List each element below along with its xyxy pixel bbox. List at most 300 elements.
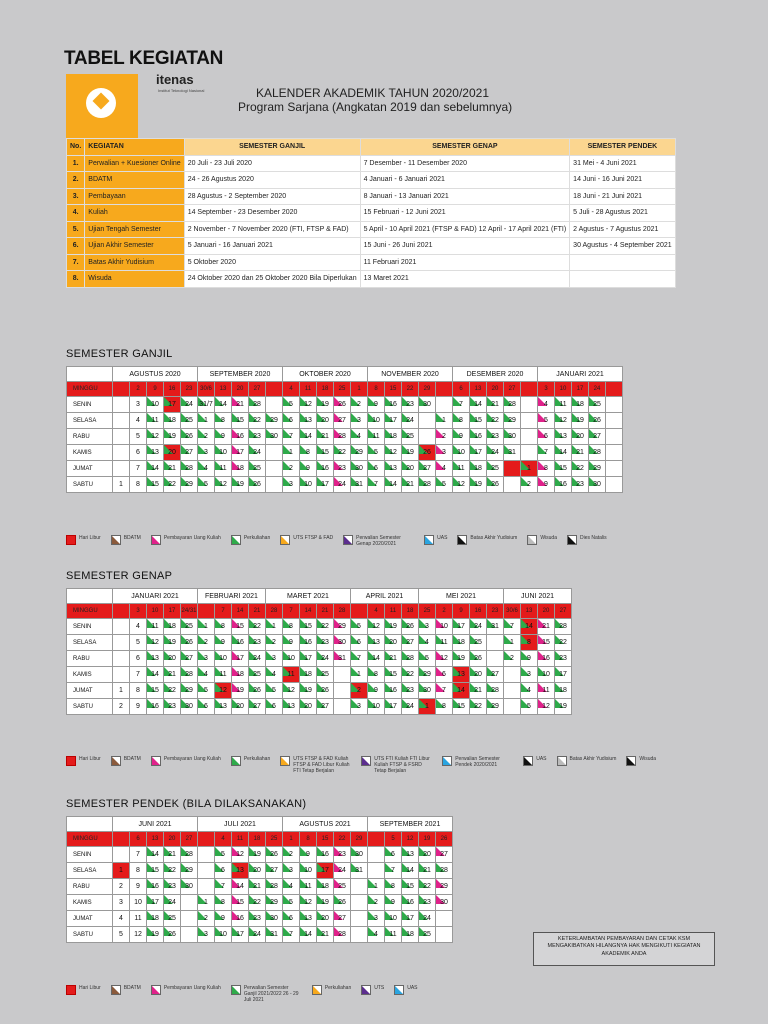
date-number: 22 [168, 481, 176, 488]
date-cell [181, 911, 198, 927]
date-number: 23 [253, 433, 261, 440]
date-number: 31 [355, 481, 363, 488]
date-number: 19 [576, 417, 584, 424]
date-number: 24 [321, 655, 329, 662]
date-number: 9 [391, 899, 395, 906]
date-number: 6 [136, 655, 140, 662]
date-number: 19 [236, 481, 244, 488]
date-number: 21 [389, 655, 397, 662]
date-number: 15 [236, 623, 244, 630]
date-number: 31 [270, 931, 278, 938]
date-cell [300, 651, 317, 667]
minggu-cell: 20 [232, 382, 249, 397]
date-number: 18 [236, 465, 244, 472]
date-number: 2 [119, 883, 123, 890]
date-number: 2 [510, 655, 514, 662]
date-number: 31 [355, 867, 363, 874]
date-number: 2 [119, 703, 123, 710]
legend-swatch-icon [111, 756, 121, 766]
date-number: 10 [219, 931, 227, 938]
legend-label: UAS [407, 985, 418, 991]
minggu-cell [198, 832, 215, 847]
date-cell [487, 635, 504, 651]
date-cell [164, 683, 181, 699]
month-label: SEPTEMBER 2020 [198, 367, 283, 382]
minggu-cell: 20 [487, 382, 504, 397]
date-cell [453, 461, 470, 477]
date-cell [113, 683, 130, 699]
date-number: 29 [185, 867, 193, 874]
activity-cell-keg: Batas Akhir Yudisium [85, 254, 184, 271]
legend-triangle-icon [313, 986, 321, 994]
legend-item [523, 756, 546, 766]
date-number: 5 [204, 481, 208, 488]
date-number: 26 [253, 687, 261, 694]
day-row [67, 429, 623, 445]
activity-cell-pendek: 18 Juni - 21 Juni 2021 [570, 188, 675, 205]
date-number: 18 [406, 931, 414, 938]
date-cell [317, 429, 334, 445]
date-number: 9 [374, 401, 378, 408]
date-number: 10 [542, 671, 550, 678]
date-cell [521, 619, 538, 635]
date-cell [283, 667, 300, 683]
minggu-cell: 3 [130, 604, 147, 619]
date-cell [283, 863, 300, 879]
day-row [67, 927, 453, 943]
date-number: 9 [221, 433, 225, 440]
date-number: 9 [459, 433, 463, 440]
date-cell [470, 429, 487, 445]
date-number: 4 [442, 465, 446, 472]
date-cell [249, 895, 266, 911]
date-number: 15 [304, 623, 312, 630]
date-cell [436, 927, 453, 943]
date-cell [419, 863, 436, 879]
minggu-cell: 9 [147, 382, 164, 397]
date-number: 14 [559, 449, 567, 456]
date-cell [198, 397, 215, 413]
date-number: 29 [185, 481, 193, 488]
date-number: 25 [593, 401, 601, 408]
date-number: 30 [355, 851, 363, 858]
date-number: 15 [236, 899, 244, 906]
minggu-label: MINGGU [67, 382, 113, 397]
date-cell [147, 397, 164, 413]
date-cell [470, 477, 487, 493]
date-cell [130, 683, 147, 699]
legend-swatch-icon [151, 985, 161, 995]
date-number: 22 [253, 623, 261, 630]
legend-item [280, 535, 333, 545]
date-cell [300, 445, 317, 461]
date-cell [164, 863, 181, 879]
date-number: 20 [253, 867, 261, 874]
date-cell [351, 397, 368, 413]
date-cell [198, 461, 215, 477]
minggu-cell: 25 [419, 604, 436, 619]
date-number: 22 [423, 883, 431, 890]
activity-cell-pendek: 5 Juli - 28 Agustus 2021 [570, 205, 675, 222]
minggu-cell: 21 [317, 604, 334, 619]
date-number: 27 [253, 703, 261, 710]
date-cell [130, 461, 147, 477]
month-label: OKTOBER 2020 [283, 367, 368, 382]
day-name: SELASA [67, 863, 113, 879]
date-number: 1 [119, 687, 123, 694]
date-cell [300, 911, 317, 927]
date-cell [113, 429, 130, 445]
date-cell [232, 863, 249, 879]
date-cell [317, 477, 334, 493]
date-cell [419, 635, 436, 651]
day-row [67, 699, 572, 715]
date-number: 1 [289, 449, 293, 456]
date-number: 22 [321, 623, 329, 630]
date-number: 17 [304, 655, 312, 662]
date-number: 28 [185, 671, 193, 678]
date-number: 13 [287, 703, 295, 710]
date-cell [368, 635, 385, 651]
legend-item [457, 535, 517, 545]
date-cell [351, 477, 368, 493]
date-cell [130, 911, 147, 927]
minggu-cell: 16 [470, 604, 487, 619]
date-number: 5 [442, 481, 446, 488]
date-number: 21 [321, 433, 329, 440]
date-number: 22 [406, 671, 414, 678]
date-cell [266, 413, 283, 429]
date-number: 4 [289, 883, 293, 890]
legend-triangle-icon [152, 536, 160, 544]
date-number: 20 [389, 639, 397, 646]
date-number: 8 [374, 671, 378, 678]
activity-cell-ganjil: 5 Januari - 16 Januari 2021 [184, 238, 360, 255]
date-cell [113, 879, 130, 895]
date-number: 14 [151, 465, 159, 472]
legend-item [361, 756, 432, 774]
date-number: 11 [151, 417, 159, 424]
minggu-cell: 11 [232, 832, 249, 847]
date-number: 12 [542, 703, 550, 710]
date-cell [147, 699, 164, 715]
date-number: 7 [136, 671, 140, 678]
date-cell [266, 619, 283, 635]
date-number: 13 [372, 639, 380, 646]
date-cell [453, 683, 470, 699]
date-cell [453, 635, 470, 651]
date-number: 27 [423, 465, 431, 472]
date-number: 23 [576, 481, 584, 488]
date-cell [606, 461, 623, 477]
date-number: 27 [440, 851, 448, 858]
legend-label: UTS FTI Kuliah FTI Libur Kuliah FTSP & FSRD Tetap Berjalan [374, 756, 430, 774]
activity-row [67, 188, 676, 205]
date-cell [538, 651, 555, 667]
day-row [67, 879, 453, 895]
date-cell [317, 397, 334, 413]
date-number: 16 [389, 687, 397, 694]
minggu-cell: 10 [555, 382, 572, 397]
legend-item [111, 756, 141, 766]
date-cell [164, 397, 181, 413]
date-number: 30 [593, 481, 601, 488]
date-cell [385, 477, 402, 493]
date-number: 14 [372, 655, 380, 662]
date-cell [368, 651, 385, 667]
date-number: 28 [491, 687, 499, 694]
legend-label: Pembayaran Uang Kuliah [163, 756, 221, 762]
date-cell [283, 445, 300, 461]
corner-cell [67, 817, 113, 832]
date-number: 25 [321, 671, 329, 678]
date-cell [487, 699, 504, 715]
date-cell [113, 911, 130, 927]
date-cell [504, 461, 521, 477]
date-cell [385, 879, 402, 895]
date-cell [385, 667, 402, 683]
date-cell [470, 667, 487, 683]
date-cell [198, 911, 215, 927]
date-number: 9 [306, 851, 310, 858]
legend-triangle-icon [281, 757, 289, 765]
date-number: 27 [185, 449, 193, 456]
activity-cell-keg: Kuliah [85, 205, 184, 222]
date-cell [215, 847, 232, 863]
legend-label: Hari Libur [79, 535, 101, 541]
date-cell [453, 413, 470, 429]
activity-cell-genap: 13 Maret 2021 [360, 271, 570, 288]
date-number: 14 [151, 851, 159, 858]
date-number: 12 [372, 623, 380, 630]
date-number: 8 [391, 883, 395, 890]
date-cell [147, 683, 164, 699]
date-number: 10 [219, 449, 227, 456]
date-cell [266, 863, 283, 879]
date-number: 16 [236, 433, 244, 440]
date-cell [215, 667, 232, 683]
date-cell [453, 651, 470, 667]
col-genap: SEMESTER GENAP [360, 139, 570, 156]
date-cell [300, 429, 317, 445]
date-number: 3 [357, 417, 361, 424]
date-cell [130, 477, 147, 493]
activity-table [66, 138, 676, 288]
legend-swatch-icon [312, 985, 322, 995]
date-cell [351, 863, 368, 879]
month-label: JANUARI 2021 [113, 589, 198, 604]
minggu-cell: 25 [266, 832, 283, 847]
date-cell [130, 445, 147, 461]
date-number: 26 [253, 481, 261, 488]
date-cell [368, 863, 385, 879]
date-number: 21 [406, 481, 414, 488]
date-cell [453, 619, 470, 635]
date-number: 18 [457, 639, 465, 646]
legend-item [626, 756, 656, 766]
date-cell [470, 699, 487, 715]
date-cell [300, 635, 317, 651]
date-number: 13 [151, 655, 159, 662]
date-number: 25 [491, 465, 499, 472]
date-cell [487, 397, 504, 413]
date-cell [317, 699, 334, 715]
date-cell [555, 667, 572, 683]
date-number: 29 [508, 417, 516, 424]
date-cell [266, 683, 283, 699]
date-number: 24 [338, 867, 346, 874]
date-number: 3 [119, 899, 123, 906]
date-number: 10 [304, 481, 312, 488]
date-cell [572, 477, 589, 493]
date-number: 4 [119, 915, 123, 922]
date-cell [283, 683, 300, 699]
date-number: 25 [474, 639, 482, 646]
date-cell [113, 635, 130, 651]
date-cell [113, 927, 130, 943]
date-cell [198, 847, 215, 863]
date-cell [334, 651, 351, 667]
minggu-cell: 16 [164, 382, 181, 397]
date-number: 14 [406, 867, 414, 874]
activity-cell-no: 1. [67, 155, 85, 172]
activity-header-row [67, 139, 676, 156]
date-number: 21 [168, 671, 176, 678]
date-cell [181, 413, 198, 429]
date-number: 15 [151, 867, 159, 874]
minggu-row [67, 832, 453, 847]
legend-label: Perkuliahan [243, 535, 271, 541]
date-number: 12 [559, 417, 567, 424]
minggu-cell: 13 [147, 832, 164, 847]
activity-cell-keg: Perwalian + Kuesioner Online [85, 155, 184, 172]
activity-cell-genap: 4 Januari - 6 Januari 2021 [360, 172, 570, 189]
date-cell [164, 461, 181, 477]
date-cell [385, 461, 402, 477]
date-number: 7 [136, 851, 140, 858]
legend-label: Perkuliahan [324, 985, 352, 991]
date-number: 30 [270, 433, 278, 440]
date-number: 12 [440, 655, 448, 662]
day-row [67, 461, 623, 477]
legend-label: UAS [437, 535, 448, 541]
legend-triangle-icon [232, 536, 240, 544]
date-cell [283, 619, 300, 635]
date-number: 28 [423, 481, 431, 488]
date-number: 16 [406, 899, 414, 906]
date-cell [181, 863, 198, 879]
date-cell [436, 847, 453, 863]
date-cell [589, 477, 606, 493]
minggu-cell: 11 [300, 382, 317, 397]
legend-swatch-icon [626, 756, 636, 766]
date-cell [130, 651, 147, 667]
date-number: 10 [304, 867, 312, 874]
date-number: 5 [136, 433, 140, 440]
date-cell [113, 863, 130, 879]
date-cell [266, 461, 283, 477]
date-cell [572, 461, 589, 477]
date-cell [521, 461, 538, 477]
date-cell [181, 927, 198, 943]
date-cell [351, 619, 368, 635]
legend-label: UTS [374, 985, 385, 991]
day-row [67, 911, 453, 927]
minggu-cell: 6 [130, 832, 147, 847]
date-cell [113, 477, 130, 493]
date-number: 16 [151, 703, 159, 710]
date-number: 20 [168, 655, 176, 662]
date-cell [198, 619, 215, 635]
date-number: 9 [289, 639, 293, 646]
date-cell [351, 461, 368, 477]
date-cell [589, 397, 606, 413]
date-cell [317, 445, 334, 461]
date-number: 19 [406, 449, 414, 456]
date-cell [351, 635, 368, 651]
date-cell [436, 683, 453, 699]
legend-triangle-icon [524, 757, 532, 765]
date-number: 11 [304, 883, 312, 890]
date-number: 2 [289, 465, 293, 472]
day-name: RABU [67, 429, 113, 445]
date-cell [453, 445, 470, 461]
date-number: 2 [204, 639, 208, 646]
minggu-cell: 20 [538, 604, 555, 619]
date-cell [487, 651, 504, 667]
date-number: 11 [372, 433, 380, 440]
month-label: JUNI 2021 [113, 817, 198, 832]
date-number: 10 [134, 899, 142, 906]
brand-subtitle: Institut Teknologi Nasional [158, 88, 205, 93]
date-cell [334, 477, 351, 493]
legend-triangle-icon [152, 986, 160, 994]
date-number: 4 [204, 671, 208, 678]
date-cell [436, 635, 453, 651]
date-number: 12 [151, 433, 159, 440]
date-number: 19 [168, 433, 176, 440]
date-cell [368, 847, 385, 863]
minggu-cell: 30/6 [198, 382, 215, 397]
legend-swatch-icon [557, 756, 567, 766]
day-name: KAMIS [67, 445, 113, 461]
date-cell [147, 927, 164, 943]
date-number: 17 [389, 703, 397, 710]
date-cell [402, 651, 419, 667]
date-number: 10 [372, 417, 380, 424]
date-number: 30 [185, 883, 193, 890]
date-number: 7 [442, 687, 446, 694]
activity-row [67, 238, 676, 255]
day-row [67, 445, 623, 461]
date-number: 2 [204, 915, 208, 922]
minggu-cell: 27 [504, 382, 521, 397]
date-number: 2 [374, 899, 378, 906]
minggu-cell: 28 [334, 604, 351, 619]
date-cell [572, 429, 589, 445]
date-number: 28 [440, 867, 448, 874]
date-number: 29 [270, 417, 278, 424]
date-number: 29 [338, 623, 346, 630]
date-cell [249, 651, 266, 667]
date-cell [334, 863, 351, 879]
date-cell [572, 413, 589, 429]
date-cell [249, 397, 266, 413]
date-cell [538, 397, 555, 413]
legend-label: Hari Libur [79, 985, 101, 991]
payment-note: KETERLAMBATAN PEMBAYARAN DAN CETAK KSM MENGAKIBATKAN HILANGNYA HAK MENGIKUTI KEGIATAN AKADEMIK ANDA [533, 932, 715, 966]
date-number: 8 [136, 481, 140, 488]
